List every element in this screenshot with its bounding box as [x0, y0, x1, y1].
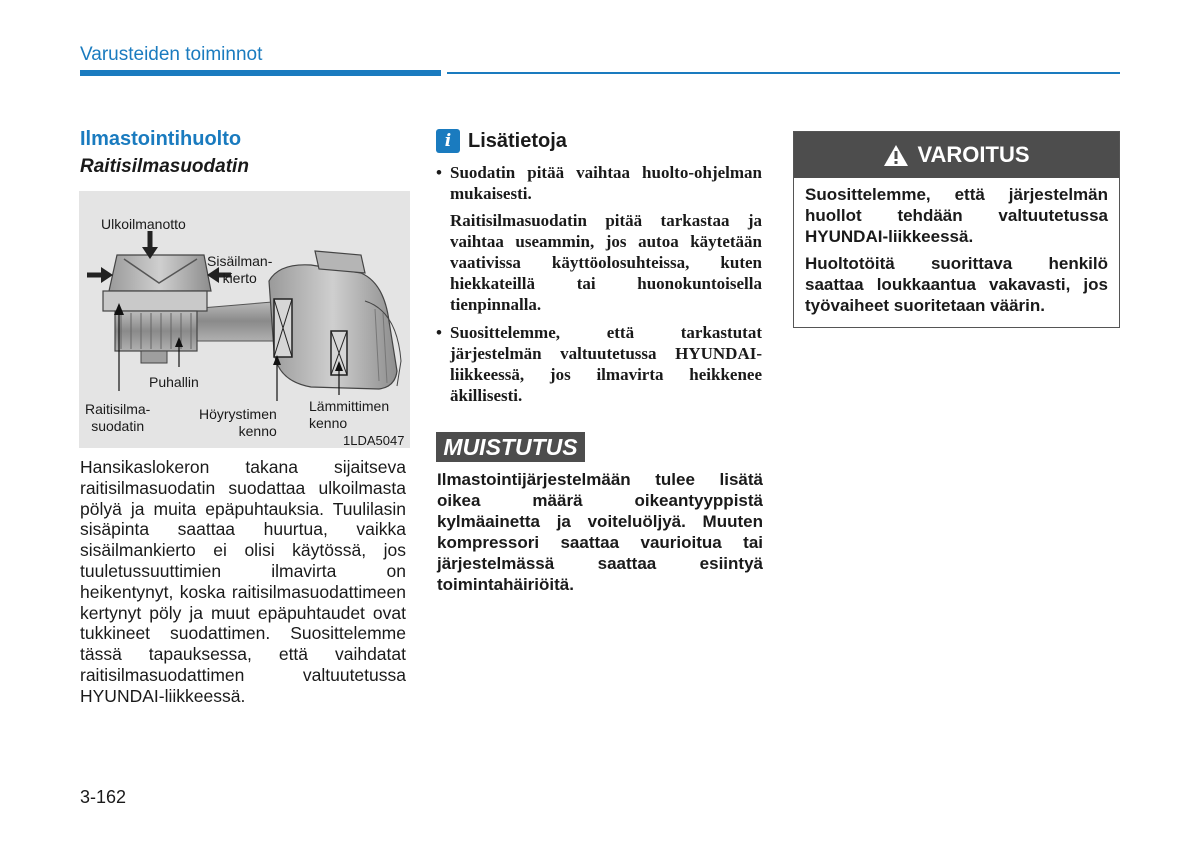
label-fresh-air-filter: Raitisilma- suodatin: [85, 401, 151, 434]
label-evaporator-core: Höyrystimen kenno: [199, 406, 277, 439]
header-rule-thick: [80, 70, 441, 76]
air-filter-diagram: [79, 191, 410, 448]
bullet-dot: •: [436, 163, 442, 182]
notice-text: Ilmastointijärjestelmään tulee lisätä oikea määrä oikeantyyppistä kylmäainetta ja voiteluöljyä. Muuten kompressori saattaa vaurioitua tai järjestelmässä saattaa esiintyä toimintahäiriöitä.: [437, 470, 763, 594]
page-number: 3-162: [80, 787, 127, 807]
info-heading: [436, 128, 567, 154]
bullet-dot: •: [436, 323, 442, 342]
warning-paragraph-2: Huoltotöitä suorittava henkilö saattaa loukkaantua vakavasti, jos työvaiheet suoritetaan väärin.: [805, 254, 1108, 315]
notice-heading: MUISTUTUS: [436, 432, 585, 462]
running-header: Varusteiden toiminnot: [80, 44, 263, 65]
section-title: Ilmastointihuolto: [80, 128, 242, 150]
label-outside-air: Ulkoilmanotto: [101, 216, 186, 232]
info-bullet-1: [436, 162, 762, 204]
warning-title: VAROITUS: [917, 142, 1030, 167]
section-subtitle: Raitisilmasuodatin: [80, 156, 249, 177]
label-blower: Puhallin: [149, 374, 199, 390]
info-bullet-1-text: Suodatin pitää vaihtaa huolto-ohjelman mukaisesti.: [450, 163, 762, 203]
header-rule-thin: [447, 72, 1120, 74]
info-title: Lisätietoja: [468, 129, 567, 152]
warning-box: [793, 131, 1120, 328]
label-recirculation: Sisäilman- kierto: [207, 253, 273, 286]
info-bullet-2-text: Suosittelemme, että tarkastutat järjestelmän valtuutetussa HYUNDAI-liikkeessä, jos ilmavirta heikkenee äkillisesti.: [450, 323, 762, 405]
info-bullet-2: [436, 322, 762, 406]
info-bullet-1-continuation-text: Raitisilmasuodatin pitää tarkastaa ja vaihtaa useammin, jos autoa käytetään vaativissa käyttöolosuhteissa, kuten hiekkateillä tai huonokuntoisella tienpinnalla.: [450, 211, 762, 314]
body-paragraph: Hansikaslokeron takana sijaitseva raitisilmasuodatin suodattaa ulkoilmasta pölyä ja muita epäpuhtauksia. Tuulilasin sisäpinta saattaa huurtua, vaikka sisäilmankierto ei olisi käytössä, jos tuuletussuuttimien ilmavirta on heikentynyt, koska raitisilmasuodattimeen kertynyt pöly ja muut epäpuhtaudet ovat tukkineet suodattimen. Suosittelemme tässä tapauksessa, että vaihdatat raitisilmasuodattimen valtuutetussa HYUNDAI-liikkeessä.: [80, 457, 406, 706]
warning-heading: [794, 132, 1119, 178]
figure-code: 1LDA5047: [343, 433, 405, 448]
warning-paragraph-1: Suosittelemme, että järjestelmän huollot tehdään valtuutetussa HYUNDAI-liikkeessä.: [805, 185, 1108, 246]
label-heater-core: Lämmittimen kenno: [309, 398, 390, 431]
info-icon: i: [436, 129, 460, 153]
info-bullet-1-continuation: [436, 210, 762, 315]
warning-triangle-icon: [883, 144, 909, 167]
